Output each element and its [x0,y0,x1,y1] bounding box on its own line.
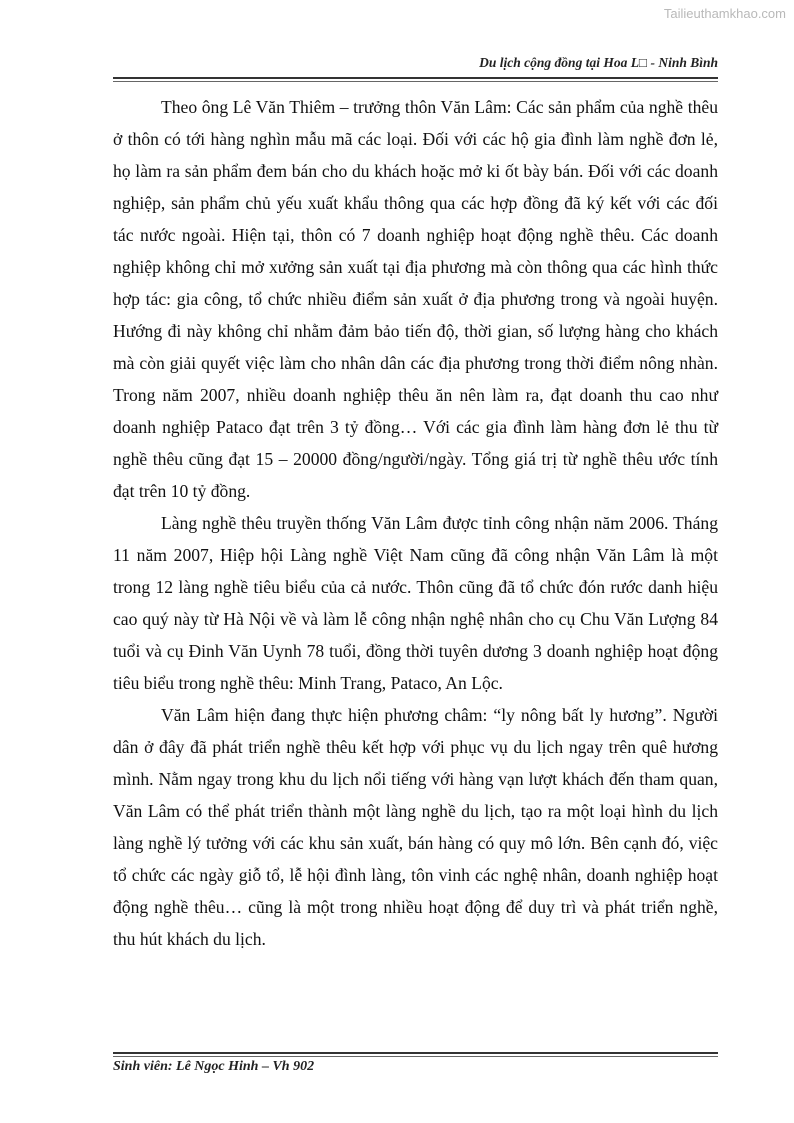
paragraph: Theo ông Lê Văn Thiêm – trưởng thôn Văn Lâm: Các sản phẩm của nghề thêu ở thôn có tới hàng nghìn mẫu mã các loại. Đối với các hộ gia đình làm nghề đơn lẻ, họ làm ra sản phẩm đem bán cho du khách hoặc mở ki ốt bày bán. Đối với các doanh nghiệp, sản phẩm chủ yếu xuất khẩu thông qua các hợp đồng đã ký kết với các đối tác nước ngoài. Hiện tại, thôn có 7 doanh nghiệp hoạt động nghề thêu. Các doanh nghiệp không chỉ mở xưởng sản xuất tại địa phương mà còn thông qua các hình thức hợp tác: gia công, tổ chức nhiều điểm sản xuất ở địa phương trong và ngoài huyện. Hướng đi này không chỉ nhằm đảm bảo tiến độ, thời gian, số lượng hàng cho khách mà còn giải quyết việc làm cho nhân dân các địa phương trong thời điểm nông nhàn. Trong năm 2007, nhiều doanh nghiệp thêu ăn nên làm ra, đạt doanh thu cao như doanh nghiệp Pataco đạt trên 3 tỷ đồng… Với các gia đình làm hàng đơn lẻ thu từ nghề thêu cũng đạt 15 – 20000 đồng/người/ngày. Tổng giá trị từ nghề thêu ước tính đạt trên 10 tỷ đồng. [113,97,718,501]
paragraph: Làng nghề thêu truyền thống Văn Lâm được tỉnh công nhận năm 2006. Tháng 11 năm 2007, Hiệp hội Làng nghề Việt Nam cũng đã công nhận Văn Lâm là một trong 12 làng nghề tiêu biểu của cả nước. Thôn cũng đã tổ chức đón rước danh hiệu cao quý này từ Hà Nội về và làm lễ công nhận nghệ nhân cho cụ Chu Văn Lượng 84 tuổi và cụ Đinh Văn Uynh 78 tuổi, đồng thời tuyên dương 3 doanh nghiệp hoạt động tiêu biểu trong nghề thêu: Minh Trang, Pataco, An Lộc. [113,513,718,693]
page-header: Du lịch cộng đồng tại Hoa L□ - Ninh Bình [479,55,718,70]
paragraph: Văn Lâm hiện đang thực hiện phương châm: “ly nông bất ly hương”. Người dân ở đây đã phát triển nghề thêu kết hợp với phục vụ du lịch ngay trên quê hương mình. Nằm ngay trong khu du lịch nổi tiếng với hàng vạn lượt khách đến tham quan, Văn Lâm có thể phát triển thành một làng nghề du lịch, tạo ra một loại hình du lịch làng nghề lý tưởng với các khu sản xuất, bán hàng có quy mô lớn. Bên cạnh đó, việc tổ chức các ngày giỗ tổ, lễ hội đình làng, tôn vinh các nghệ nhân, doanh nghiệp hoạt động nghề thêu… cũng là một trong nhiều hoạt động để duy trì và phát triển nghề, thu hút khách du lịch. [113,705,718,949]
page-footer: Sinh viên: Lê Ngọc Hinh – Vh 902 [113,1059,315,1074]
header-rule [113,77,718,79]
footer-rule-thin [113,1056,718,1057]
header-rule-thin [113,81,718,82]
document-body [113,91,718,955]
footer-rule [113,1052,718,1054]
watermark: Tailieuthamkhao.com [663,6,786,21]
